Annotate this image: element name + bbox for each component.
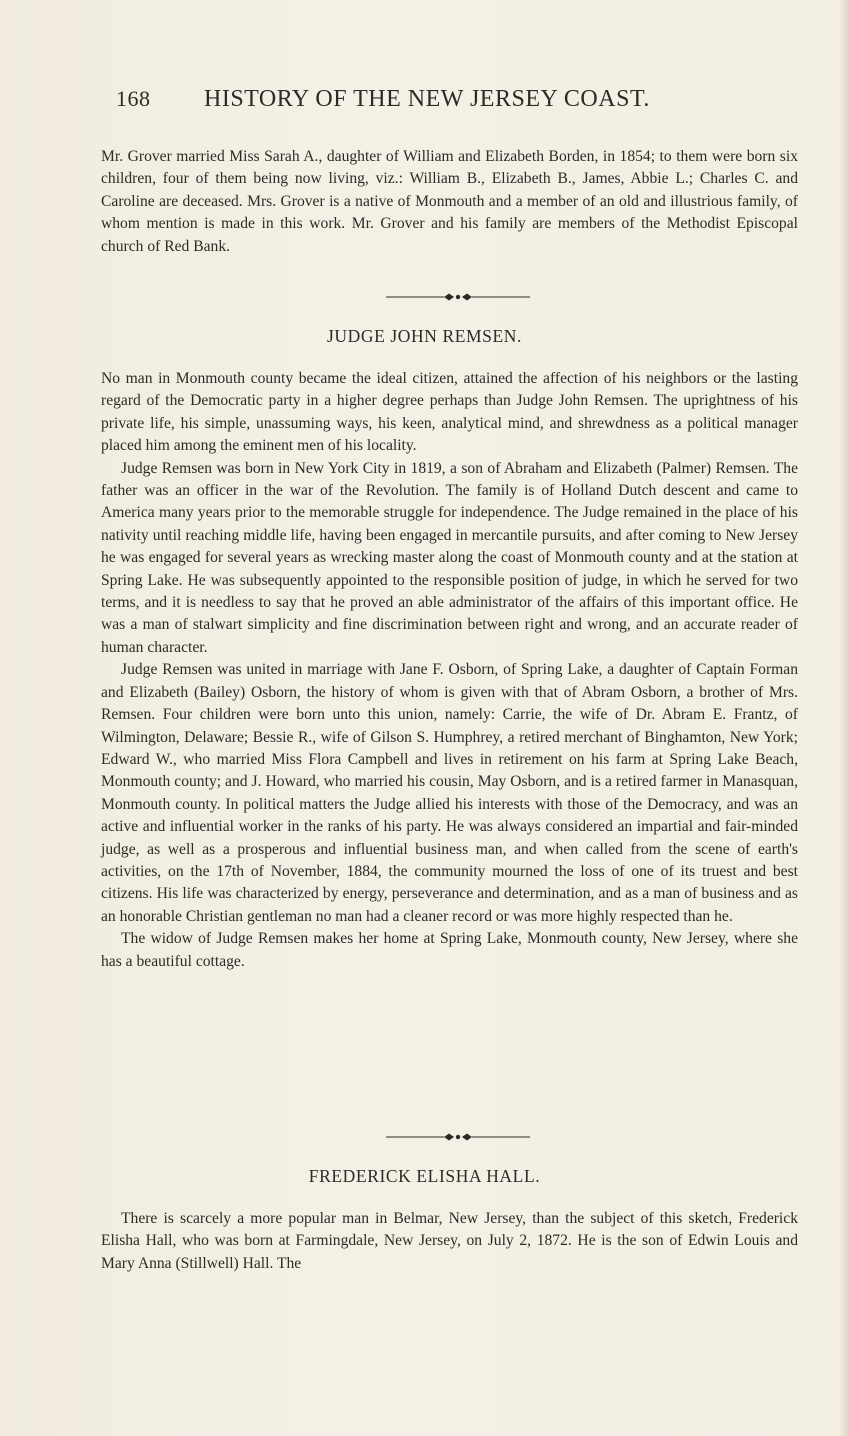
paragraph: Judge Remsen was united in marriage with Jane F. Osborn, of Spring Lake, a daughter of Captain Forman and Elizabeth (Bailey) Osborn, the history of whom is given with that of Abram Osborn, a brother of Mrs. Remsen. Four children were born unto this union, namely: Carrie, the wife of Dr. Abram E. Frantz, of Wilmington, Delaware; Bessie R., wife of Gilson S. Humphrey, a retired merchant of Binghamton, New York; Edward W., who married Miss Flora Campbell and lives in retirement on his farm at Spring Lake Beach, Monmouth county; and J. Howard, who married his cousin, May Osborn, and is a retired farmer in Manasquan, Monmouth county. In political matters the Judge allied his interests with those of the Democracy, and was an active and influential worker in the ranks of his party. He was always considered an impartial and fair-minded judge, as well as a prosperous and influential business man, and when called from the scene of earth's activities, on the 17th of November, 1884, the community mourned the loss of one of its truest and best citizens. His life was characterized by energy, perseverance and determination, and as a man of business and as an honorable Christian gentleman no man had a cleaner record or was more highly respected than he. [101, 661, 798, 925]
page-edge-shadow [839, 0, 849, 1436]
grover-section [101, 146, 798, 258]
hall-section [101, 1208, 798, 1275]
paragraph: There is scarcely a more popular man in Belmar, New Jersey, than the subject of this sketch, Frederick Elisha Hall, who was born at Farmingdale, New Jersey, on July 2, 1872. He is the son of Edwin Louis and Mary Anna (Stillwell) Hall. The [101, 1210, 798, 1272]
paragraph: Judge Remsen was born in New York City in 1819, a son of Abraham and Elizabeth (Palmer) Remsen. The father was an officer in the war of the Revolution. The family is of Holland Dutch descent and came to America many years prior to the memorable struggle for independence. The Judge remained in the place of his nativity until reaching middle life, having been engaged in mercantile pursuits, and after coming to New Jersey he was engaged for several years as wrecking master along the coast of Monmouth county and at the station at Spring Lake. He was subsequently appointed to the responsible position of judge, in which he served for two terms, and it is needless to say that he proved an able administrator of the affairs of this important office. He was a man of stalwart simplicity and fine discrimination between right and wrong, and an accurate reader of human character. [101, 459, 798, 656]
book-title: HISTORY OF THE NEW JERSEY COAST. [204, 86, 650, 112]
section-heading-hall: FREDERICK ELISHA HALL. [308, 1166, 541, 1186]
paragraph: The widow of Judge Remsen makes her home at Spring Lake, Monmouth county, New Jersey, where she has a beautiful cottage. [101, 930, 798, 970]
section-heading-remsen: JUDGE JOHN REMSEN. [326, 326, 523, 346]
section-divider-ornament [386, 292, 530, 302]
section-divider-ornament [386, 1132, 530, 1142]
remsen-section [101, 368, 798, 973]
paragraph: No man in Monmouth county became the ideal citizen, attained the affection of his neighbors or the lasting regard of the Democratic party in a higher degree perhaps than Judge John Remsen. The uprightness of his private life, his simple, unassuming ways, his keen, analytical mind, and shrewdness as a political manager placed him among the eminent men of his locality. [101, 370, 798, 455]
running-head [116, 86, 736, 120]
paragraph: Mr. Grover married Miss Sarah A., daughter of William and Elizabeth Borden, in 1854; to them were born six children, four of them being now living, viz.: William B., Elizabeth B., James, Abbie L.; Charles C. and Caroline are deceased. Mrs. Grover is a native of Monmouth and a member of an old and illustrious family, of whom mention is made in this work. Mr. Grover and his family are members of the Methodist Episcopal church of Red Bank. [101, 148, 798, 255]
page-number: 168 [116, 86, 151, 111]
